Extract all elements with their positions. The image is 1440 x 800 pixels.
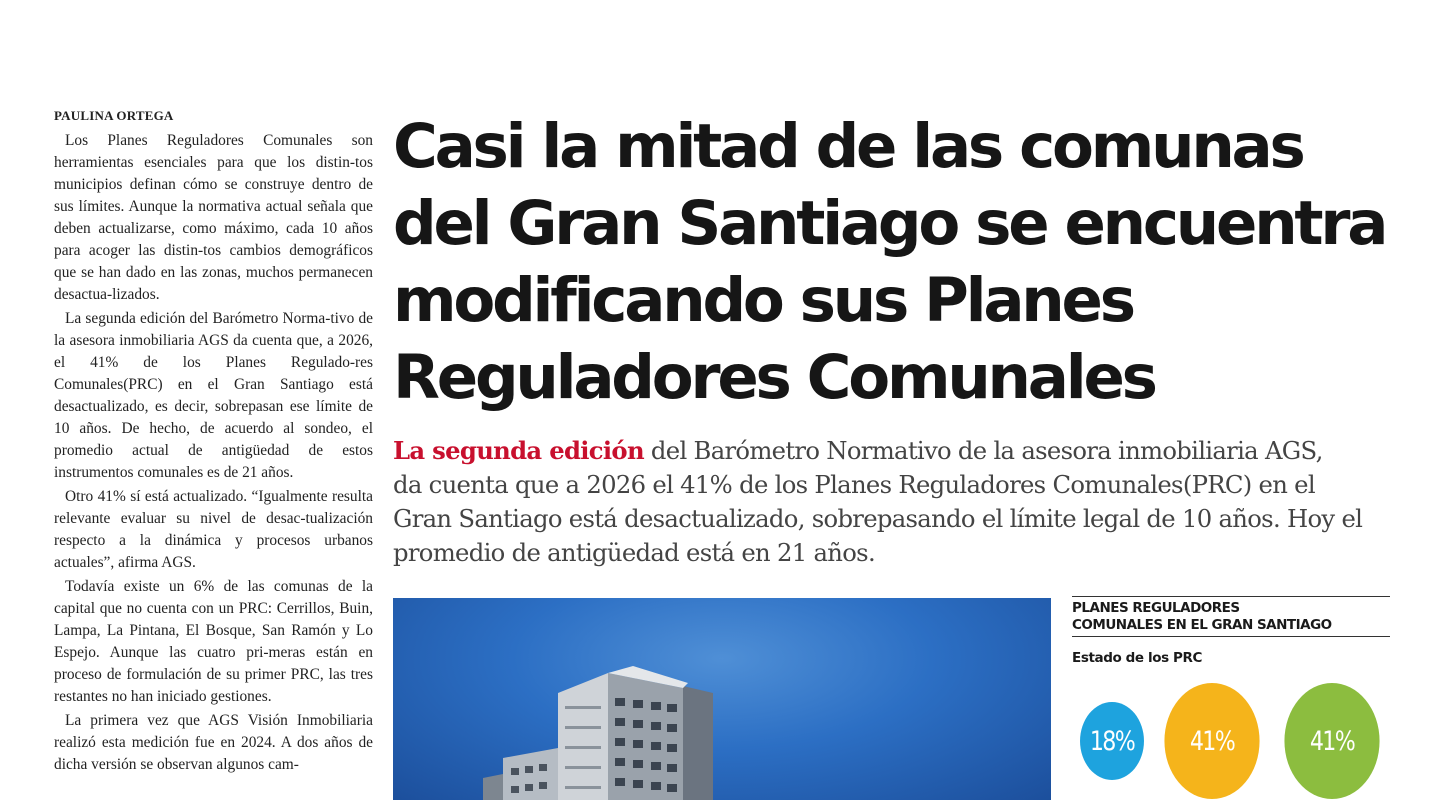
sidebar-title	[1072, 597, 1390, 636]
lede-line-1	[393, 434, 1383, 468]
headline-line: del Gran Santiago se encuentra	[393, 188, 1386, 259]
sidebar-title-rule	[1072, 636, 1390, 637]
lede-line-2: da cuenta que a 2026 el 41% de los Planes Reguladores Comunales(PRC) en el	[393, 470, 1315, 499]
sidebar-title-line-1: PLANES REGULADORES	[1072, 600, 1240, 616]
headline-line: Reguladores Comunales	[393, 342, 1155, 413]
prc-circle-label: 41%	[1189, 725, 1235, 757]
body-paragraph: La segunda edición del Barómetro Norma-tivo de la asesora inmobiliaria AGS da cuenta que, a 2026, el 41% de los Planes Regulado-res Comunales(PRC) en el Gran Santiago está desactualizado, es decir, sobrepasan ese límite de 10 años. De hecho, de acuerdo al sondeo, el promedio actual de antigüedad de estos instrumentos comunales es de 21 años.	[54, 310, 373, 481]
body-paragraph: La primera vez que AGS Visión Inmobiliaria realizó esta medición fue en 2024. A dos años de dicha versión se observan algunos cam-	[54, 712, 373, 773]
byline: PAULINA ORTEGA	[54, 108, 174, 123]
lede-line-1-rest: del Barómetro Normativo de la asesora inmobiliaria AGS,	[643, 436, 1323, 465]
lede-line-3: Gran Santiago está desactualizado, sobrepasando el límite legal de 10 años. Hoy el	[393, 504, 1363, 533]
prc-circle-blue	[1080, 702, 1144, 780]
prc-circle-yellow	[1164, 683, 1259, 799]
body-paragraph: Los Planes Reguladores Comunales son herramientas esenciales para que los distin-tos municipios definan cómo se construye dentro de sus límites. Aunque la normativa actual señala que deben actualizarse, como máximo, cada 10 años para acoger las distin-tos cambios demográficos que se han dado en las zonas, muchos permanecen desactua-lizados.	[54, 132, 373, 303]
body-paragraph: Otro 41% sí está actualizado. “Igualmente resulta relevante evaluar su nivel de desac-tualización respecto a la dinámica y procesos urbanos actuales”, afirma AGS.	[54, 488, 373, 571]
headline-line: Casi la mitad de las comunas	[393, 111, 1303, 182]
sidebar-subtitle: Estado de los PRC	[1072, 650, 1203, 666]
building-illustration	[393, 598, 1051, 800]
lede	[393, 434, 1383, 570]
sidebar-title-line-2: COMUNALES EN EL GRAN SANTIAGO	[1072, 617, 1332, 633]
building-photo	[393, 598, 1051, 800]
prc-circle-green	[1284, 683, 1379, 799]
lede-lead: La segunda edición	[393, 436, 644, 465]
headline-line: modificando sus Planes	[393, 265, 1133, 336]
infographic-sidebar	[1072, 596, 1390, 666]
body-paragraph: Todavía existe un 6% de las comunas de la capital que no cuenta con un PRC: Cerrillos, Buin, Lampa, La Pintana, El Bosque, San Ramón y Lo Espejo. Aunque las cuatro pri-meras están en proceso de formulación de su primer PRC, las tres restantes no han iniciado gestiones.	[54, 578, 373, 705]
prc-circle-label: 18%	[1089, 725, 1135, 757]
prc-circle-label: 41%	[1309, 725, 1355, 757]
article-body	[54, 130, 373, 778]
headline	[393, 108, 1393, 416]
lede-line-4: promedio de antigüedad está en 21 años.	[393, 538, 875, 567]
